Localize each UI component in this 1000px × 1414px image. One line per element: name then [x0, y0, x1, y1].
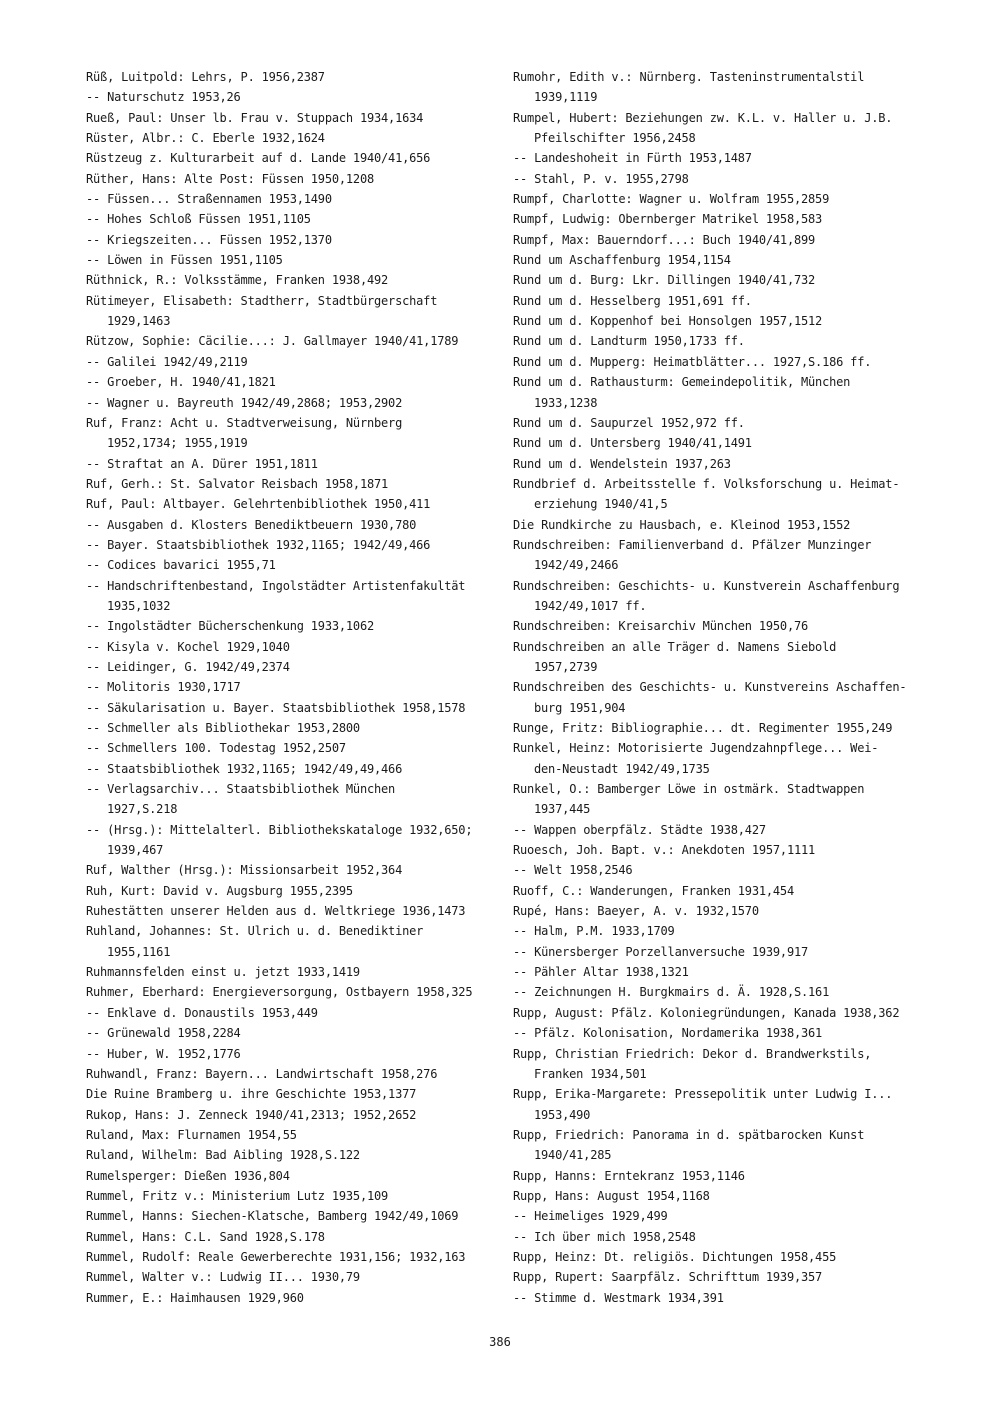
index-entry-text: Rüß, Luitpold: Lehrs, P. 1956,2387: [86, 70, 325, 84]
index-entry: [86, 1288, 496, 1308]
index-entry: [86, 759, 496, 779]
index-entry-continuation: 1927,S.218: [107, 802, 178, 817]
index-entry-text: Rüther, Hans: Alte Post: Füssen 1950,1208: [86, 171, 375, 186]
index-entry-text: Rumpf, Max: Bauerndorf...: Buch 1940/41,899: [513, 232, 816, 247]
index-entry: [513, 433, 953, 453]
index-entry-text: -- Halm, P.M. 1933,1709: [513, 924, 675, 939]
index-entry: [513, 454, 953, 474]
index-entry: [513, 901, 953, 921]
index-entry: [513, 1206, 953, 1226]
index-entry-text: Rund um d. Koppenhof bei Honsolgen 1957,1512: [513, 314, 823, 329]
index-entry-text: -- Straftat an A. Dürer 1951,1811: [86, 456, 318, 471]
index-entry-text: Rupp, Christian Friedrich: Dekor d. Brandwerkstils,: [513, 1046, 872, 1061]
index-entry-text: -- Stahl, P. v. 1955,2798: [513, 171, 689, 186]
index-entry: [86, 637, 496, 657]
index-entry-text: -- (Hrsg.): Mittelalterl. Bibliothekskataloge 1932,650;: [86, 822, 473, 837]
index-entry: [86, 331, 496, 351]
index-entry: [513, 616, 953, 636]
index-entry: [513, 921, 953, 941]
index-entry-text: -- Staatsbibliothek 1932,1165; 1942/49,49,466: [86, 761, 403, 776]
index-entry: [86, 1166, 496, 1186]
index-entry: [513, 881, 953, 901]
index-entry: [513, 962, 953, 982]
index-entry: [513, 372, 953, 413]
index-entry-text: -- Ausgaben d. Klosters Benediktbeuern 1930,780: [86, 517, 417, 532]
index-entry-text: Runkel, Heinz: Motorisierte Jugendzahnpflege... Wei-: [513, 741, 879, 756]
index-entry: [513, 535, 953, 576]
index-entry: [513, 840, 953, 860]
index-entry: [86, 718, 496, 738]
index-entry: [86, 372, 496, 392]
index-entry-text: -- Zeichnungen H. Burgkmairs d. Ä. 1928,S.161: [513, 985, 830, 1000]
index-entry: [86, 230, 496, 250]
index-entry-text: Rupp, Rupert: Saarpfälz. Schrifttum 1939,357: [513, 1270, 823, 1285]
index-entry: [513, 576, 953, 617]
index-entry: [513, 209, 953, 229]
index-entry: [513, 413, 953, 433]
index-entry: [86, 616, 496, 636]
index-entry-text: Rund um d. Saupurzel 1952,972 ff.: [513, 415, 745, 430]
index-entry-text: -- Naturschutz 1953,26: [86, 90, 241, 105]
index-entry: [513, 1267, 953, 1287]
index-entry: [86, 738, 496, 758]
index-entry-text: -- Säkularisation u. Bayer. Staatsbibliothek 1958,1578: [86, 700, 466, 715]
index-entry: [86, 1023, 496, 1043]
index-entry-text: -- Molitoris 1930,1717: [86, 680, 241, 695]
index-entry-text: Rummel, Walter v.: Ludwig II... 1930,79: [86, 1270, 360, 1285]
index-entry-text: Rupp, Erika-Margarete: Pressepolitik unter Ludwig I...: [513, 1087, 893, 1102]
index-entry-continuation: 1929,1463: [107, 314, 171, 329]
index-entry-text: -- Pfälz. Kolonisation, Nordamerika 1938,361: [513, 1026, 823, 1041]
index-entry: [513, 1044, 953, 1085]
index-entry-text: Rund um d. Landturm 1950,1733 ff.: [513, 334, 745, 349]
index-entry-text: Rundschreiben des Geschichts- u. Kunstvereins Aschaffen-: [513, 680, 907, 695]
index-entry: [86, 576, 496, 617]
index-entry: [86, 1145, 496, 1165]
index-entry: [513, 352, 953, 372]
index-entry: [86, 1003, 496, 1023]
index-entry-text: -- Grünewald 1958,2284: [86, 1026, 241, 1041]
index-entry-text: Ruh, Kurt: David v. Augsburg 1955,2395: [86, 883, 353, 898]
index-entry-text: -- Verlagsarchiv... Staatsbibliothek München: [86, 782, 396, 797]
index-entry-text: -- Stimme d. Westmark 1934,391: [513, 1290, 724, 1305]
index-entry-text: -- Heimeliges 1929,499: [513, 1209, 668, 1224]
index-entry-text: Rundschreiben an alle Träger d. Namens Siebold: [513, 639, 837, 654]
index-entry: [86, 881, 496, 901]
index-entry: [513, 718, 953, 738]
index-entry-text: Ruland, Wilhelm: Bad Aibling 1928,S.122: [86, 1148, 360, 1163]
index-entry: [86, 454, 496, 474]
index-entry-text: Rund um d. Wendelstein 1937,263: [513, 456, 731, 471]
index-entry-text: -- Huber, W. 1952,1776: [86, 1046, 241, 1061]
index-entry-text: -- Kriegszeiten... Füssen 1952,1370: [86, 232, 332, 247]
index-entry-text: -- Ich über mich 1958,2548: [513, 1229, 696, 1244]
index-entry: [86, 189, 496, 209]
index-entry: [86, 535, 496, 555]
index-entry: [86, 291, 496, 332]
index-entry-continuation: den-Neustadt 1942/49,1735: [534, 761, 710, 776]
index-entry: [513, 982, 953, 1002]
index-entry-text: Ruhmer, Eberhard: Energieversorgung, Ostbayern 1958,325: [86, 985, 473, 1000]
index-entry-text: -- Leidinger, G. 1942/49,2374: [86, 659, 290, 674]
index-entry-text: Rumpel, Hubert: Beziehungen zw. K.L. v. Haller u. J.B.: [513, 110, 893, 125]
index-entry: [513, 677, 953, 718]
index-entry-text: -- Füssen... Straßennamen 1953,1490: [86, 192, 332, 207]
index-entry-text: -- Pähler Altar 1938,1321: [513, 965, 689, 980]
index-entry-text: Rupp, Hanns: Erntekranz 1953,1146: [513, 1168, 745, 1183]
index-entry: [86, 820, 496, 861]
index-entry: [513, 820, 953, 840]
index-entry-text: Rumohr, Edith v.: Nürnberg. Tasteninstrumentalstil: [513, 70, 865, 84]
index-entry-text: -- Künersberger Porzellanversuche 1939,917: [513, 944, 809, 959]
index-entry: [513, 1227, 953, 1247]
index-entry-text: Rupp, Heinz: Dt. religiös. Dichtungen 1958,455: [513, 1249, 837, 1264]
index-entry-text: -- Landeshoheit in Fürth 1953,1487: [513, 151, 752, 166]
index-entry: [86, 148, 496, 168]
index-entry: [86, 1247, 496, 1267]
index-entry-text: Rund um d. Mupperg: Heimatblätter... 1927,S.186 ff.: [513, 354, 872, 369]
index-entry: [513, 738, 953, 779]
index-entry: [86, 270, 496, 290]
index-entry-text: -- Wappen oberpfälz. Städte 1938,427: [513, 822, 766, 837]
index-entry-text: Rüthnick, R.: Volksstämme, Franken 1938,492: [86, 273, 389, 288]
index-entry-text: Rummel, Rudolf: Reale Gewerberechte 1931,156; 1932,163: [86, 1249, 466, 1264]
index-entry-text: Rütimeyer, Elisabeth: Stadtherr, Stadtbürgerschaft: [86, 293, 438, 308]
index-entry-text: Die Rundkirche zu Hausbach, e. Kleinod 1953,1552: [513, 517, 851, 532]
index-entry: [513, 230, 953, 250]
index-entry-continuation: 1937,445: [534, 802, 591, 817]
index-entry: [513, 1084, 953, 1125]
index-entry: [86, 413, 496, 454]
index-entry: [86, 209, 496, 229]
index-entry: [513, 67, 953, 108]
index-entry-text: Ruoesch, Joh. Bapt. v.: Anekdoten 1957,1111: [513, 843, 816, 858]
index-entry: [86, 494, 496, 514]
index-entry: [86, 393, 496, 413]
index-entry-text: Rupé, Hans: Baeyer, A. v. 1932,1570: [513, 904, 759, 919]
index-entry-text: -- Schmeller als Bibliothekar 1953,2800: [86, 721, 360, 735]
index-entry-text: Ruf, Gerh.: St. Salvator Reisbach 1958,1871: [86, 476, 389, 491]
index-entry-continuation: 1942/49,2466: [534, 558, 619, 573]
index-entry-text: -- Bayer. Staatsbibliothek 1932,1165; 1942/49,466: [86, 537, 431, 552]
index-entry-text: -- Groeber, H. 1940/41,1821: [86, 375, 276, 390]
index-entry-continuation: 1957,2739: [534, 659, 598, 674]
index-entry: [86, 1105, 496, 1125]
index-entry-text: Ruhland, Johannes: St. Ulrich u. d. Benediktiner: [86, 924, 424, 939]
index-column-left: [86, 67, 496, 1308]
index-entry: [86, 1267, 496, 1287]
page-number: 386: [489, 1335, 511, 1349]
index-entry: [86, 1206, 496, 1226]
index-entry-text: Rumelsperger: Dießen 1936,804: [86, 1168, 290, 1183]
index-entry: [513, 148, 953, 168]
index-entry: [86, 962, 496, 982]
index-entry-text: Rund um Aschaffenburg 1954,1154: [513, 253, 731, 268]
index-entry: [86, 128, 496, 148]
index-entry: [513, 779, 953, 820]
index-entry-continuation: 1940/41,285: [534, 1148, 612, 1163]
index-entry: [86, 698, 496, 718]
index-entry-text: -- Hohes Schloß Füssen 1951,1105: [86, 212, 311, 227]
index-entry-text: Rupp, Hans: August 1954,1168: [513, 1188, 710, 1203]
index-entry: [86, 1186, 496, 1206]
index-entry-text: Rumpf, Charlotte: Wagner u. Wolfram 1955,2859: [513, 192, 830, 207]
index-entry: [513, 1288, 953, 1308]
index-entry-continuation: 1952,1734; 1955,1919: [107, 436, 248, 451]
index-entry-text: Rund um d. Rathausturm: Gemeindepolitik, München: [513, 375, 851, 390]
index-entry-continuation: 1953,490: [534, 1107, 591, 1122]
index-entry-text: -- Schmellers 100. Todestag 1952,2507: [86, 741, 346, 756]
index-entry-continuation: 1935,1032: [107, 598, 171, 613]
index-entry-text: Ruf, Walther (Hrsg.): Missionsarbeit 1952,364: [86, 863, 403, 878]
index-entry-text: Rundschreiben: Geschichts- u. Kunstverein Aschaffenburg: [513, 578, 900, 593]
index-entry: [86, 1084, 496, 1104]
index-entry-text: -- Ingolstädter Bücherschenkung 1933,1062: [86, 619, 375, 634]
index-entry: [86, 555, 496, 575]
index-entry-text: Ruhmannsfelden einst u. jetzt 1933,1419: [86, 965, 360, 980]
index-entry-text: -- Handschriftenbestand, Ingolstädter Artistenfakultät: [86, 578, 466, 593]
index-entry: [513, 1186, 953, 1206]
index-entry-text: Rummel, Hans: C.L. Sand 1928,S.178: [86, 1229, 325, 1244]
index-entry: [513, 311, 953, 331]
index-entry-text: Runkel, O.: Bamberger Löwe in ostmärk. Stadtwappen: [513, 782, 865, 797]
index-entry: [86, 982, 496, 1002]
index-entry-continuation: 1942/49,1017 ff.: [534, 598, 647, 613]
index-entry-text: Rummer, E.: Haimhausen 1929,960: [86, 1290, 304, 1305]
index-entry: [513, 1166, 953, 1186]
index-entry: [86, 169, 496, 189]
index-entry-text: Rueß, Paul: Unser lb. Frau v. Stuppach 1934,1634: [86, 110, 424, 125]
index-entry-text: -- Enklave d. Donaustils 1953,449: [86, 1005, 318, 1020]
index-entry: [513, 331, 953, 351]
index-entry-continuation: 1939,467: [107, 843, 164, 858]
index-entry: [513, 169, 953, 189]
index-entry-text: Rummel, Fritz v.: Ministerium Lutz 1935,109: [86, 1188, 389, 1203]
index-entry-text: Die Ruine Bramberg u. ihre Geschichte 1953,1377: [86, 1087, 417, 1102]
index-entry: [86, 1064, 496, 1084]
index-entry-continuation: 1939,1119: [534, 90, 598, 105]
index-entry: [86, 657, 496, 677]
index-entry-text: Rundbrief d. Arbeitsstelle f. Volksforschung u. Heimat-: [513, 476, 900, 491]
index-entry: [513, 515, 953, 535]
index-entry-text: Rützow, Sophie: Cäcilie...: J. Gallmayer 1940/41,1789: [86, 334, 459, 349]
index-entry: [513, 108, 953, 149]
index-entry: [513, 474, 953, 515]
index-column-right: [513, 67, 953, 1308]
index-entry-text: Ruoff, C.: Wanderungen, Franken 1931,454: [513, 883, 794, 898]
index-entry-text: Ruhwandl, Franz: Bayern... Landwirtschaft 1958,276: [86, 1066, 438, 1081]
index-entry: [513, 637, 953, 678]
index-entry: [513, 291, 953, 311]
index-entry: [86, 1227, 496, 1247]
index-entry-text: Rumpf, Ludwig: Obernberger Matrikel 1958,583: [513, 212, 823, 227]
index-entry: [513, 250, 953, 270]
index-entry-text: Rundschreiben: Familienverband d. Pfälzer Munzinger: [513, 537, 872, 552]
index-entry: [513, 860, 953, 880]
index-entry-text: -- Löwen in Füssen 1951,1105: [86, 253, 283, 268]
index-entry: [86, 352, 496, 372]
index-entry: [513, 1125, 953, 1166]
index-entry-text: Rukop, Hans: J. Zenneck 1940/41,2313; 1952,2652: [86, 1107, 417, 1122]
index-entry: [86, 779, 496, 820]
index-entry: [86, 677, 496, 697]
index-entry: [86, 1044, 496, 1064]
index-entry-text: -- Wagner u. Bayreuth 1942/49,2868; 1953,2902: [86, 395, 403, 410]
index-entry: [86, 860, 496, 880]
index-entry-text: Rüstzeug z. Kulturarbeit auf d. Lande 1940/41,656: [86, 151, 431, 166]
index-entry-continuation: 1933,1238: [534, 395, 598, 410]
index-entry-text: Ruf, Franz: Acht u. Stadtverweisung, Nürnberg: [86, 415, 403, 430]
index-entry: [86, 250, 496, 270]
index-entry-continuation: erziehung 1940/41,5: [534, 497, 668, 512]
index-entry: [86, 1125, 496, 1145]
index-entry: [86, 108, 496, 128]
index-entry-text: Rupp, Friedrich: Panorama in d. spätbarocken Kunst: [513, 1127, 865, 1142]
index-entry-continuation: 1955,1161: [107, 944, 171, 959]
index-entry: [86, 921, 496, 962]
index-entry-text: Rüster, Albr.: C. Eberle 1932,1624: [86, 131, 325, 146]
index-entry-text: Rund um d. Untersberg 1940/41,1491: [513, 436, 752, 451]
index-entry-text: Rupp, August: Pfälz. Koloniegründungen, Kanada 1938,362: [513, 1005, 900, 1020]
index-entry-continuation: burg 1951,904: [534, 700, 626, 715]
index-entry: [513, 1023, 953, 1043]
index-entry-text: Rummel, Hanns: Siechen-Klatsche, Bamberg 1942/49,1069: [86, 1209, 459, 1224]
index-entry: [86, 901, 496, 921]
index-entry-text: Rund um d. Burg: Lkr. Dillingen 1940/41,732: [513, 273, 816, 288]
index-entry: [513, 1247, 953, 1267]
index-entry-text: -- Welt 1958,2546: [513, 863, 633, 878]
index-entry-text: Ruland, Max: Flurnamen 1954,55: [86, 1127, 297, 1142]
index-entry-text: -- Galilei 1942/49,2119: [86, 354, 248, 369]
index-entry: [86, 87, 496, 107]
index-entry: [86, 67, 496, 87]
index-entry-continuation: Pfeilschifter 1956,2458: [534, 131, 696, 146]
index-entry: [513, 1003, 953, 1023]
index-entry-text: Ruf, Paul: Altbayer. Gelehrtenbibliothek 1950,411: [86, 497, 431, 512]
index-entry-continuation: Franken 1934,501: [534, 1066, 647, 1081]
index-entry: [513, 942, 953, 962]
index-entry: [86, 515, 496, 535]
index-entry-text: Rund um d. Hesselberg 1951,691 ff.: [513, 293, 752, 308]
index-entry-text: Ruhestätten unserer Helden aus d. Weltkriege 1936,1473: [86, 904, 466, 919]
index-entry: [513, 270, 953, 290]
index-entry-text: -- Kisyla v. Kochel 1929,1040: [86, 639, 290, 654]
index-entry-text: Runge, Fritz: Bibliographie... dt. Regimenter 1955,249: [513, 721, 893, 735]
index-entry-text: Rundschreiben: Kreisarchiv München 1950,76: [513, 619, 809, 634]
index-entry: [513, 189, 953, 209]
index-entry: [86, 474, 496, 494]
index-entry-text: -- Codices bavarici 1955,71: [86, 558, 276, 573]
